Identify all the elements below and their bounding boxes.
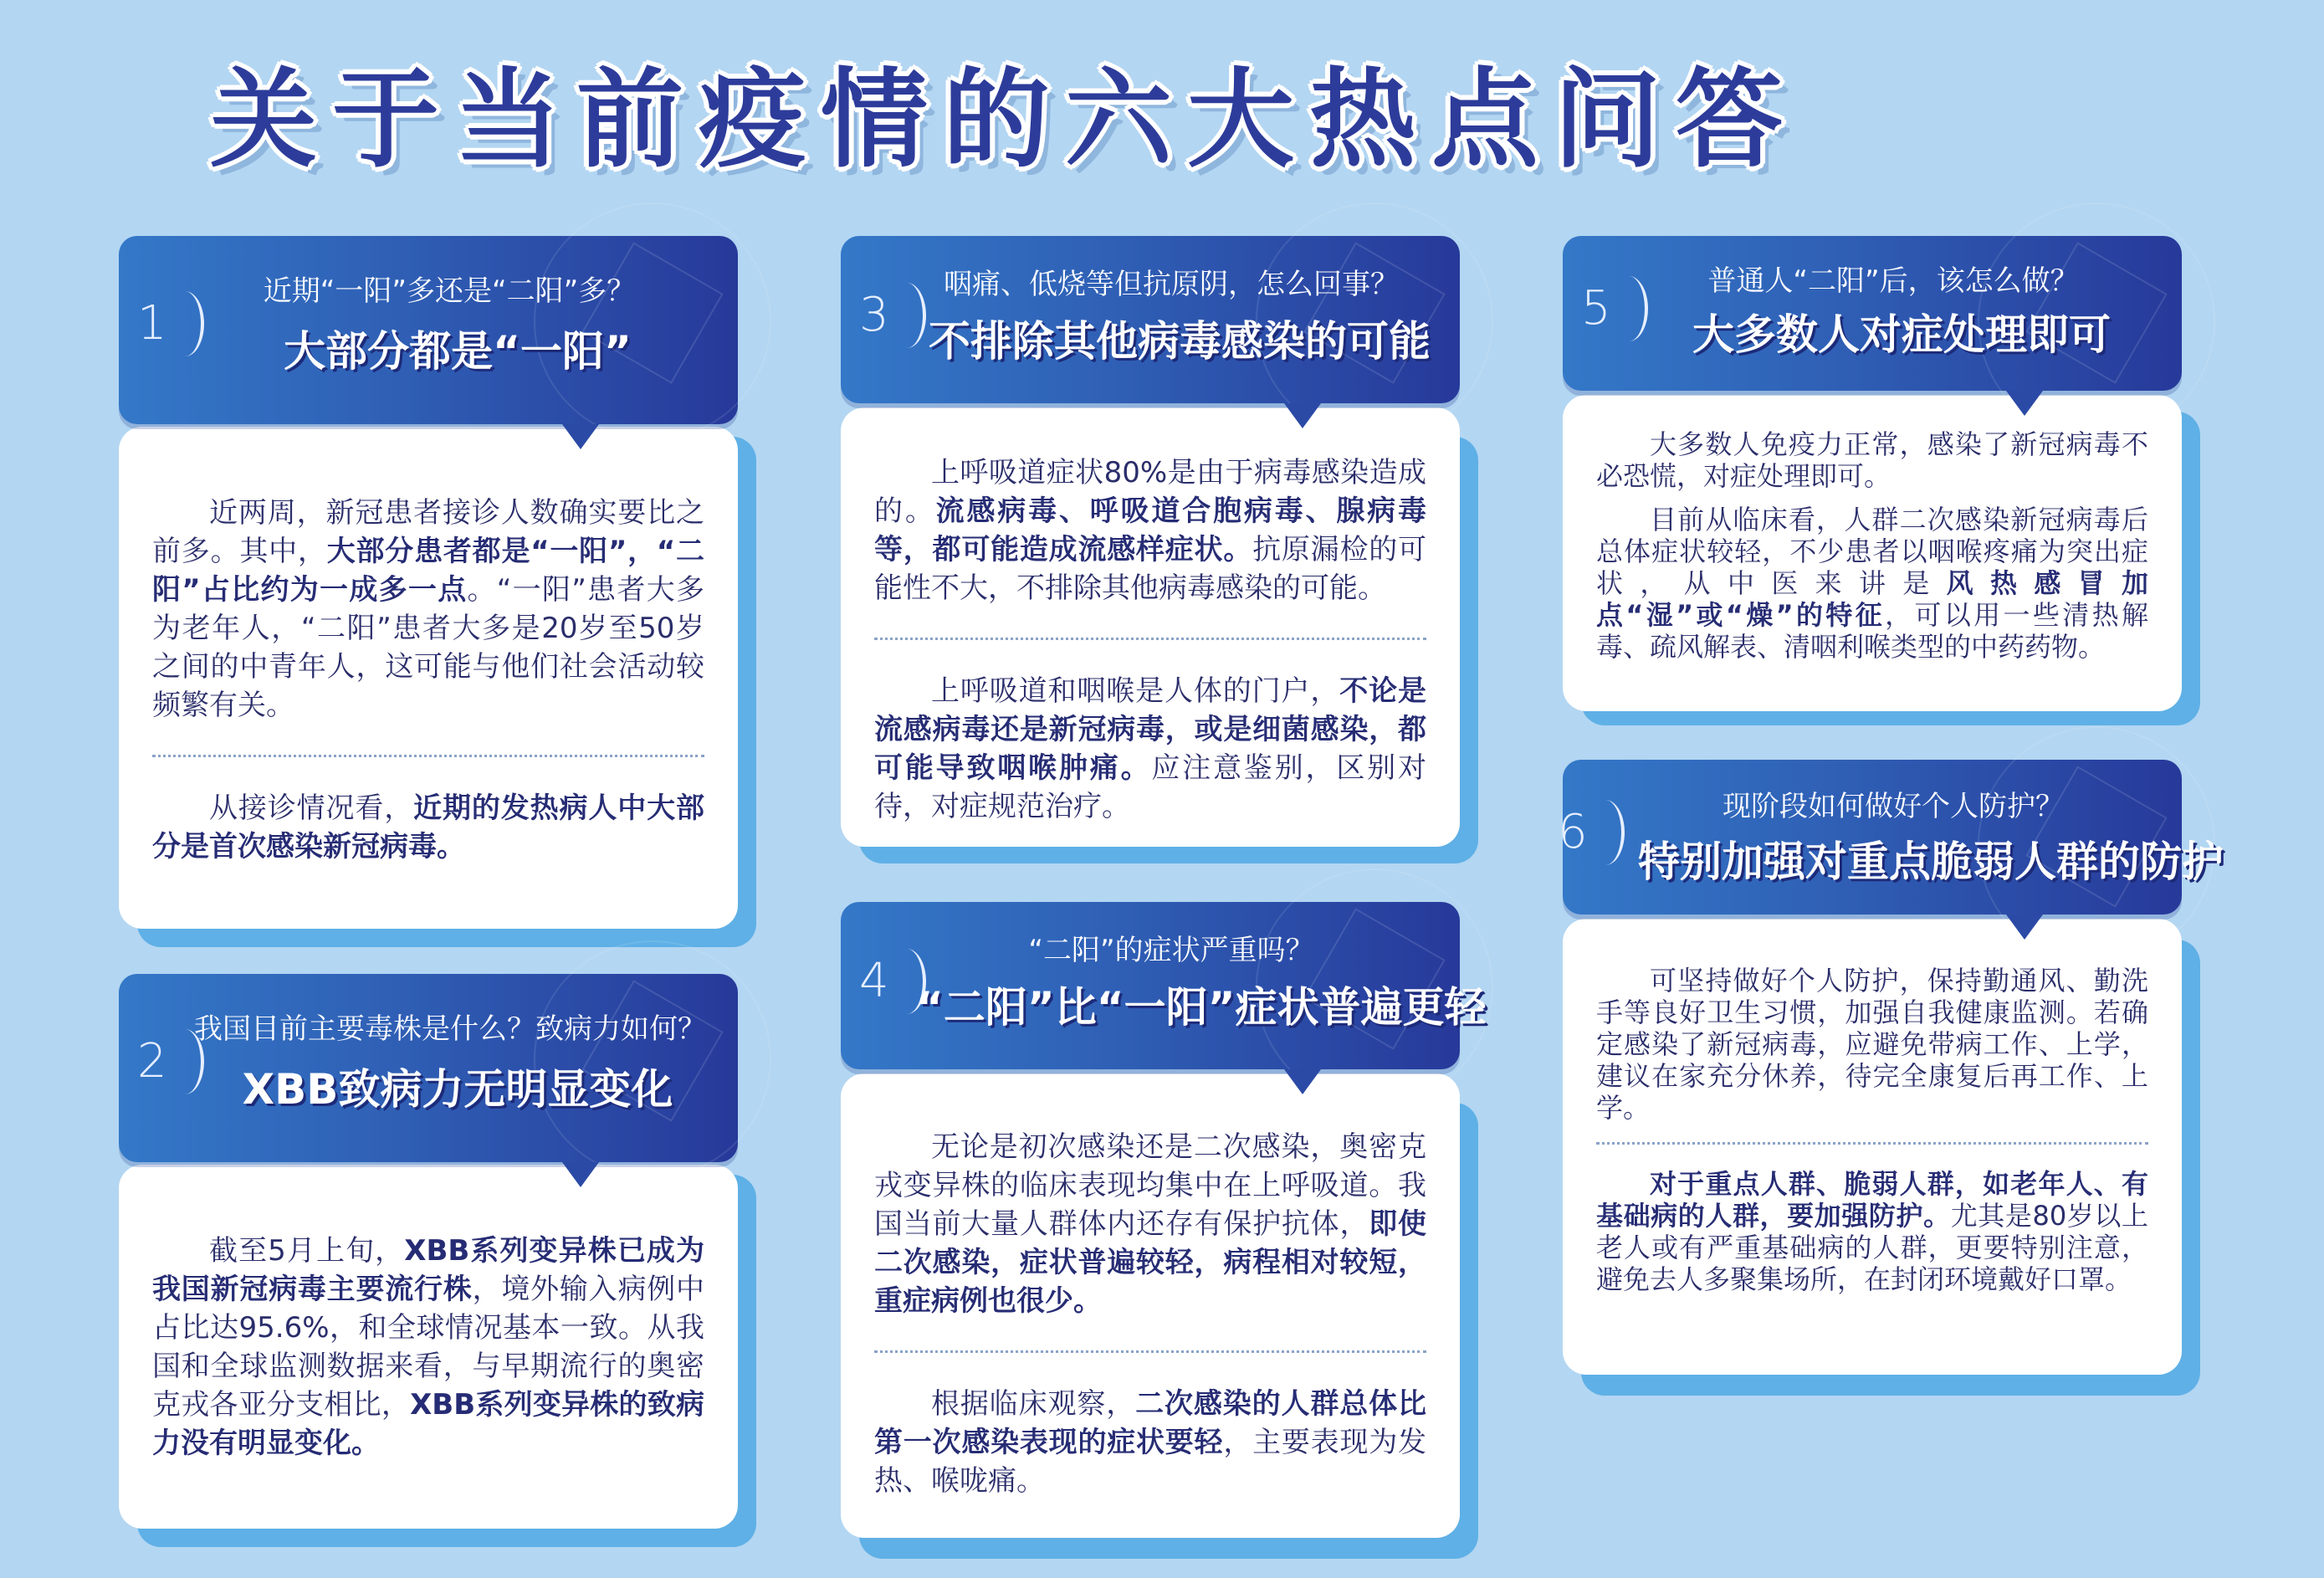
speech-pointer	[1284, 1069, 1321, 1094]
answer-paragraph: 无论是初次感染还是二次感染，奥密克戎变异株的临床表现均集中在上呼吸道。我国当前大量人群体内还存有保护抗体，即使二次感染，症状普遍较轻，病程相对较短，重症病例也很少。	[874, 1130, 1427, 1318]
answer-headline: 不排除其他病毒感染的可能	[929, 317, 1431, 366]
answer-headline: 大部分都是“一阳”	[284, 327, 632, 376]
question-text: “二阳”的症状严重吗？	[1028, 934, 1314, 967]
answer-paragraph: 截至5月上旬，XBB系列变异株已成为我国新冠病毒主要流行株，境外输入病例中占比达95.6%，和全球情况基本一致。从我国和全球监测数据来看，与早期流行的奥密克戎各亚分支相比，XBB系列变异株的致病力没有明显变化。	[152, 1234, 705, 1460]
question-text: 咽痛、低烧等但抗原阴，怎么回事？	[944, 268, 1399, 301]
card-number: 3	[859, 278, 934, 353]
speech-pointer	[562, 1162, 599, 1187]
question-header	[1558, 760, 2224, 915]
answer-panel	[1563, 919, 2182, 1375]
question-text: 普通人“二阳”后，该怎么做？	[1707, 264, 2079, 298]
card-number: 2	[137, 1024, 212, 1099]
answer-panel	[119, 427, 738, 929]
question-header	[1563, 236, 2182, 391]
question-text: 我国目前主要毒株是什么？致病力如何？	[194, 1012, 706, 1046]
question-text: 现阶段如何做好个人防护？	[1723, 790, 2064, 823]
question-text: 近期“一阳”多还是“二阳”多？	[263, 274, 636, 308]
speech-pointer	[2006, 915, 2043, 940]
card-number: 1	[137, 286, 212, 361]
dotted-divider	[874, 1350, 1426, 1353]
speech-pointer	[1284, 403, 1321, 428]
card-number: 6	[1558, 795, 1633, 870]
answer-paragraph: 根据临床观察，二次感染的人群总体比第一次感染表现的症状要轻，主要表现为发热、喉咙痛。	[874, 1387, 1427, 1498]
answer-paragraph: 对于重点人群、脆弱人群，如老年人、有基础病的人群，要加强防护。尤其是80岁以上老人或有严重基础病的人群，更要特别注意，避免去人多聚集场所，在封闭环境戴好口罩。	[1596, 1168, 2148, 1295]
answer-headline: “二阳”比“一阳”症状普遍更轻	[916, 983, 1487, 1032]
card-number: 4	[859, 944, 934, 1019]
answer-headline: XBB致病力无明显变化	[242, 1065, 673, 1114]
answer-paragraph: 上呼吸道和咽喉是人体的门户，不论是流感病毒还是新冠病毒，或是细菌感染，都可能导致咽喉肿痛。应注意鉴别，区别对待，对症规范治疗。	[874, 674, 1427, 823]
answer-paragraph: 目前从临床看，人群二次感染新冠病毒后总体症状较轻，不少患者以咽喉疼痛为突出症状，从中医来讲是风热感冒加点“湿”或“燥”的特征，可以用一些清热解毒、疏风解表、清咽利喉类型的中药药物。	[1596, 504, 2148, 663]
speech-pointer	[2006, 391, 2043, 416]
card-number: 5	[1581, 271, 1656, 346]
dotted-divider	[152, 755, 704, 757]
answer-paragraph: 大多数人免疫力正常，感染了新冠病毒不必恐慌，对症处理即可。	[1596, 428, 2148, 492]
answer-paragraph: 近两周，新冠患者接诊人数确实要比之前多。其中，大部分患者都是“一阳”，“二阳”占比约为一成多一点。“一阳”患者大多为老年人，“二阳”患者大多是20岁至50岁之间的中青年人，这可能与他们社会活动较频繁有关。	[152, 496, 705, 722]
question-header	[841, 236, 1460, 403]
speech-pointer	[562, 424, 599, 449]
answer-paragraph: 可坚持做好个人防护，保持勤通风、勤洗手等良好卫生习惯，加强自我健康监测。若确定感染了新冠病毒，应避免带病工作、上学，建议在家充分休养，待完全康复后再工作、上学。	[1596, 965, 2148, 1124]
answer-headline: 大多数人对症处理即可	[1692, 310, 2111, 359]
answer-panel	[1563, 395, 2182, 711]
answer-headline: 特别加强对重点脆弱人群的防护	[1638, 838, 2224, 886]
answer-panel	[841, 1073, 1460, 1538]
answer-panel	[119, 1165, 738, 1529]
answer-paragraph: 上呼吸道症状80%是由于病毒感染造成的。流感病毒、呼吸道合胞病毒、腺病毒等，都可能造成流感样症状。抗原漏检的可能性不大，不排除其他病毒感染的可能。	[874, 456, 1427, 605]
answer-panel	[841, 407, 1460, 847]
question-header	[841, 902, 1487, 1069]
dotted-divider	[1596, 1142, 2148, 1145]
question-header	[119, 974, 738, 1162]
answer-paragraph: 从接诊情况看，近期的发热病人中大部分是首次感染新冠病毒。	[152, 792, 704, 863]
dotted-divider	[874, 638, 1426, 640]
question-header	[119, 236, 738, 424]
page-title: 关于当前疫情的六大热点问答	[209, 58, 1798, 182]
